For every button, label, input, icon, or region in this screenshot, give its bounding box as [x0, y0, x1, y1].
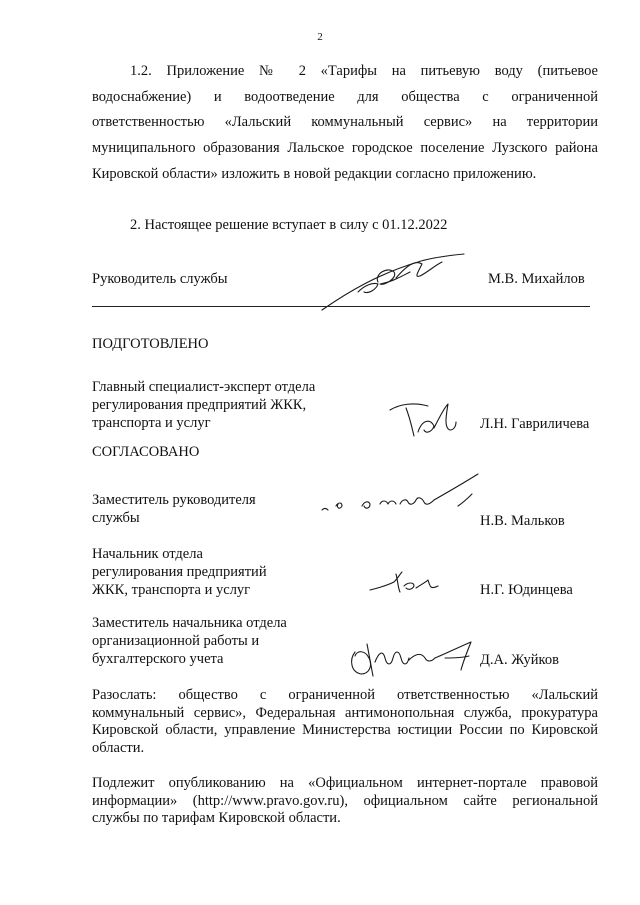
approved-name-2: Н.Г. Юдинцева [480, 582, 573, 598]
prepared-signature-image [388, 398, 458, 440]
page-number: 2 [317, 31, 323, 43]
approved-signature-2-image [368, 566, 444, 596]
approved-position-2: Начальник отдела регулирования предприятий ЖКК, транспорта и услуг [92, 546, 267, 598]
publication-note: Подлежит опубликованию на «Официальном интернет-портале правовой информации» (http://www.pravo.gov.ru), официальном сайте региональной службы по тарифам Кировской области. [92, 775, 598, 827]
distribution-list: Разослать: общество с ограниченной ответственностью «Лальский коммунальный сервис», Федеральная антимонопольная служба, прокуратура Кировской области, управление Министерства юстиции России по Кировской области. [92, 687, 598, 756]
approved-heading: СОГЛАСОВАНО [92, 444, 200, 460]
head-name: М.В. Михайлов [488, 271, 585, 287]
paragraph-item-1-2: 1.2. Приложение № 2 «Тарифы на питьевую воду (питьевое водоснабжение) и водоотведение для общества с ограниченной ответственностью «Лальский коммунальный сервис» на территории муниципального образования Лальское городское поселение Лузского района Кировской области» изложить в новой редакции согласно приложению. [92, 63, 598, 182]
approved-name-1: Н.В. Мальков [480, 513, 565, 529]
approved-signature-1-image [318, 470, 494, 520]
approved-signature-3-image [345, 632, 479, 680]
paragraph-item-2: 2. Настоящее решение вступает в силу с 01.12.2022 [130, 217, 448, 233]
prepared-position: Главный специалист-эксперт отдела регулирования предприятий ЖКК, транспорта и услуг [92, 379, 316, 431]
prepared-name: Л.Н. Гавриличева [480, 416, 590, 432]
head-signature-image [318, 252, 468, 314]
approved-position-3: Заместитель начальника отдела организационной работы и бухгалтерского учета [92, 615, 287, 667]
prepared-heading: ПОДГОТОВЛЕНО [92, 336, 209, 352]
head-title: Руководитель службы [92, 271, 228, 287]
divider-line [92, 306, 590, 307]
approved-position-1: Заместитель руководителя службы [92, 492, 256, 526]
approved-name-3: Д.А. Жуйков [480, 652, 559, 668]
